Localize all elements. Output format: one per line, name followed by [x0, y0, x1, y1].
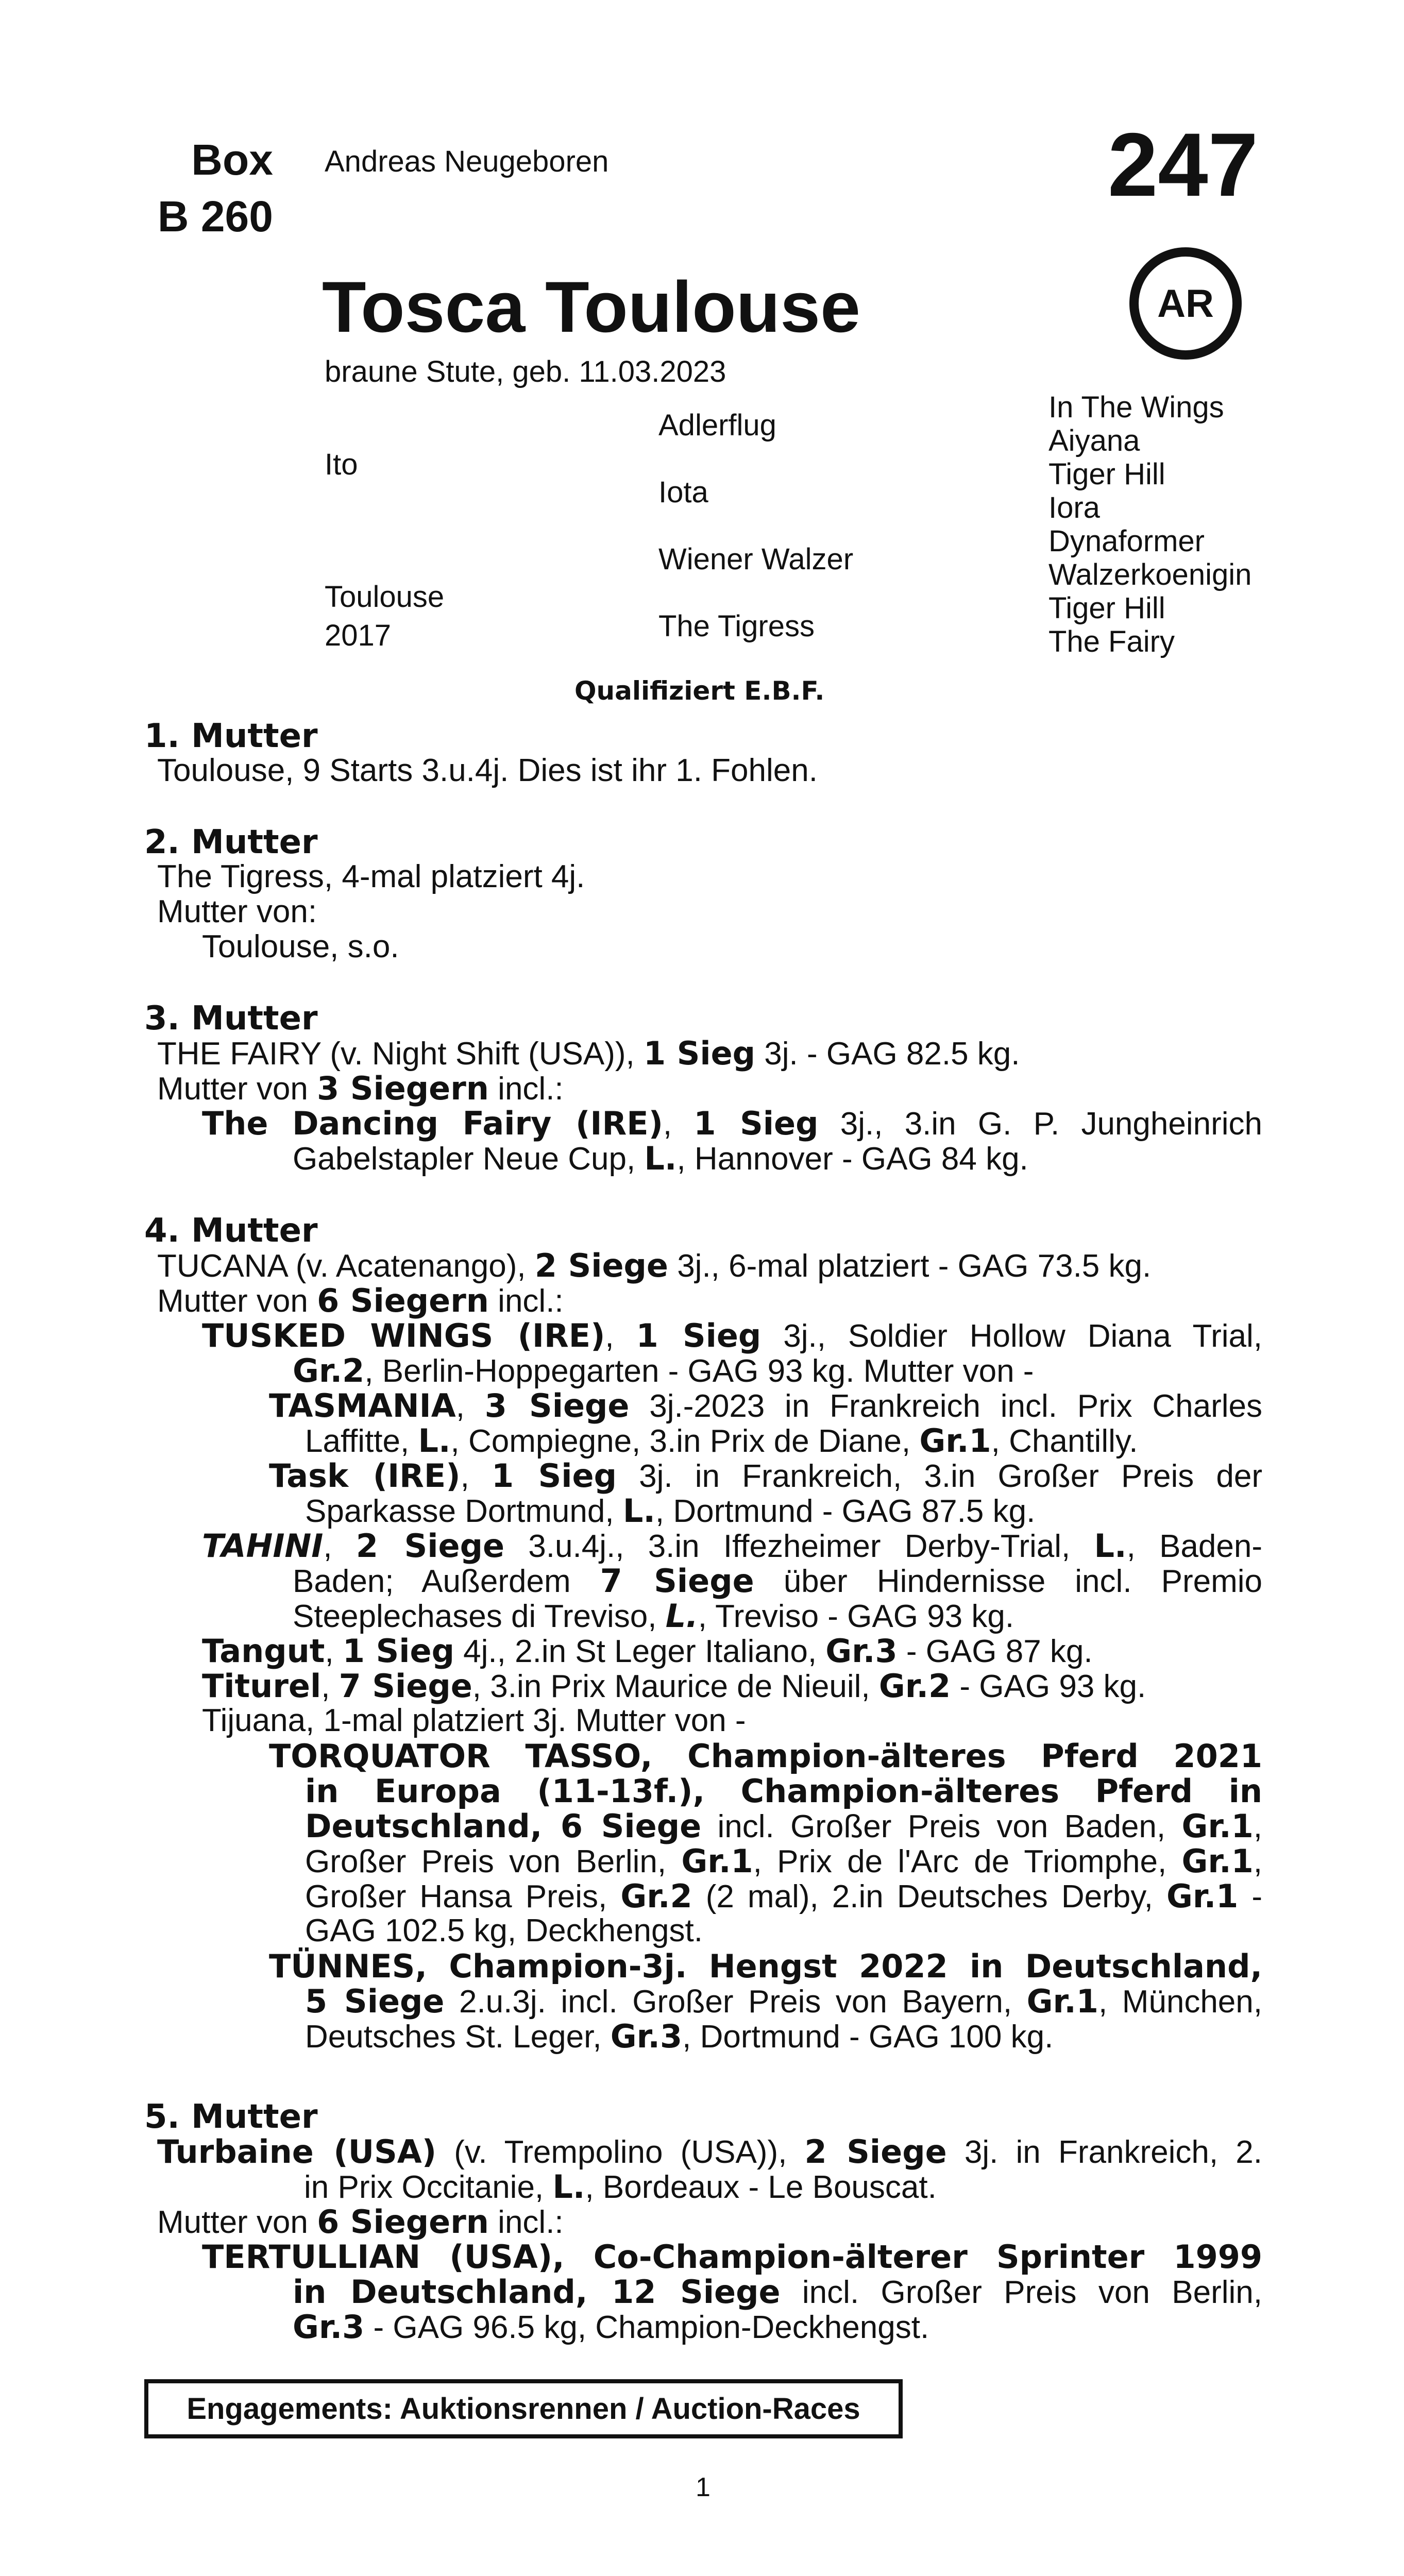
mutter4-line: Steeplechases di Treviso, L., Treviso - GAG 93 kg. [293, 1597, 1014, 1635]
mutter5-line: in Prix Occitanie, L., Bordeaux - Le Bouscat. [304, 2168, 937, 2206]
mutter2-line: Mutter von: [157, 894, 317, 929]
mutter4-line: TORQUATOR TASSO, Champion-älteres Pferd 2021 [269, 1737, 1262, 1775]
pedigree-gen2-item: The Tigress [658, 609, 815, 643]
qualification: Qualifiziert E.B.F. [574, 676, 825, 706]
mutter3-line: The Dancing Fairy (IRE), 1 Sieg 3j., 3.in G. P. Jungheinrich [202, 1105, 1263, 1142]
mutter3-title: 3. Mutter [144, 999, 318, 1038]
mutter5-line: Mutter von 6 Siegern incl.: [157, 2203, 564, 2241]
pedigree-gen2-item: Wiener Walzer [658, 543, 854, 576]
mutter4-line: Tijuana, 1-mal platziert 3j. Mutter von - [202, 1703, 746, 1738]
mutter4-line: Mutter von 6 Siegern incl.: [157, 1282, 564, 1319]
mutter5-line: Gr.3 - GAG 96.5 kg, Champion-Deckhengst. [293, 2308, 929, 2346]
mutter4-line: TAHINI, 2 Siege 3.u.4j., 3.in Iffezheimer Derby-Trial, L., Baden- [202, 1527, 1262, 1565]
mutter5-line: in Deutschland, 12 Siege incl. Großer Preis von Berlin, [293, 2273, 1262, 2311]
mutter4-line: TUSKED WINGS (IRE), 1 Sieg 3j., Soldier Hollow Diana Trial, [202, 1317, 1262, 1354]
mutter4-line: Laffitte, L., Compiegne, 3.in Prix de Diane, Gr.1, Chantilly. [305, 1422, 1138, 1460]
mutter4-line: GAG 102.5 kg, Deckhengst. [305, 1913, 703, 1948]
mutter4-line: Titurel, 7 Siege, 3.in Prix Maurice de Nieuil, Gr.2 - GAG 93 kg. [202, 1667, 1146, 1705]
mutter4-title: 4. Mutter [144, 1212, 318, 1250]
mutter4-line: Deutschland, 6 Siege incl. Großer Preis von Baden, Gr.1, [305, 1807, 1263, 1845]
pedigree-gen3-item: Iora [1048, 491, 1100, 524]
mutter4-line: Task (IRE), 1 Sieg 3j. in Frankreich, 3.in Großer Preis der [269, 1457, 1263, 1495]
mutter2-title: 2. Mutter [144, 823, 318, 861]
mutter4-line: TUCANA (v. Acatenango), 2 Siege 3j., 6-mal platziert - GAG 73.5 kg. [157, 1247, 1152, 1284]
mutter1-title: 1. Mutter [144, 717, 318, 755]
horse-info: braune Stute, geb. 11.03.2023 [325, 355, 726, 388]
mutter5-title: 5. Mutter [144, 2098, 318, 2136]
pedigree-dam: Toulouse [325, 580, 445, 614]
pedigree-gen3-item: In The Wings [1048, 391, 1224, 424]
box-label: Box [191, 135, 273, 184]
mutter4-line: TASMANIA, 3 Siege 3j.-2023 in Frankreich incl. Prix Charles [269, 1387, 1262, 1425]
mutter4-line: in Europa (11-13f.), Champion-älteres Pferd in [305, 1772, 1262, 1810]
mutter3-line: THE FAIRY (v. Night Shift (USA)), 1 Sieg 3j. - GAG 82.5 kg. [157, 1035, 1020, 1072]
engagements-text: Engagements: Auktionsrennen / Auction-Races [187, 2392, 860, 2426]
mutter4-line: Tangut, 1 Sieg 4j., 2.in St Leger Italiano, Gr.3 - GAG 87 kg. [202, 1632, 1093, 1670]
mutter1-text: Toulouse, 9 Starts 3.u.4j. Dies ist ihr 1. Fohlen. [157, 753, 818, 788]
engagements-box [144, 2379, 903, 2438]
mutter4-line: Baden; Außerdem 7 Siege über Hindernisse incl. Premio [293, 1562, 1262, 1600]
mutter4-line: Großer Hansa Preis, Gr.2 (2 mal), 2.in Deutsches Derby, Gr.1 - [305, 1877, 1263, 1915]
mutter4-line: TÜNNES, Champion-3j. Hengst 2022 in Deutschland, [269, 1947, 1262, 1985]
horse-name: Tosca Toulouse [322, 266, 860, 347]
pedigree-gen3-item: Tiger Hill [1048, 457, 1165, 491]
mutter4-line: Deutsches St. Leger, Gr.3, Dortmund - GAG 100 kg. [305, 2018, 1054, 2055]
lot-number: 247 [1108, 115, 1258, 215]
breeder-name: Andreas Neugeboren [325, 145, 609, 178]
mutter3-line: Mutter von 3 Siegern incl.: [157, 1070, 564, 1107]
pedigree-gen3-item: The Fairy [1048, 625, 1175, 658]
mutter4-line: Sparkasse Dortmund, L., Dortmund - GAG 87.5 kg. [305, 1492, 1036, 1530]
mutter2-line: Toulouse, s.o. [202, 929, 399, 964]
pedigree-gen2-item: Adlerflug [658, 409, 776, 442]
ar-badge-text: AR [1157, 281, 1214, 326]
mutter5-line: TERTULLIAN (USA), Co-Champion-älterer Sprinter 1999 [202, 2238, 1262, 2276]
pedigree-gen3-item: Aiyana [1048, 424, 1140, 457]
ar-badge [1129, 247, 1242, 360]
mutter3-line: Gabelstapler Neue Cup, L., Hannover - GAG 84 kg. [293, 1140, 1028, 1177]
pedigree-gen3-item: Walzerkoenigin [1048, 558, 1252, 591]
pedigree-gen2-item: Iota [658, 476, 708, 509]
mutter4-line: 5 Siege 2.u.3j. incl. Großer Preis von Bayern, Gr.1, München, [305, 1982, 1262, 2020]
box-number: B 260 [157, 192, 273, 241]
page-number: 1 [696, 2472, 711, 2502]
mutter2-line: The Tigress, 4-mal platziert 4j. [157, 859, 585, 894]
pedigree-gen3-item: Dynaformer [1048, 524, 1205, 558]
mutter4-line: Großer Preis von Berlin, Gr.1, Prix de l'Arc de Triomphe, Gr.1, [305, 1842, 1262, 1880]
pedigree-dam-year: 2017 [325, 619, 392, 652]
mutter4-line: Gr.2, Berlin-Hoppegarten - GAG 93 kg. Mutter von - [293, 1352, 1034, 1389]
pedigree-gen3-item: Tiger Hill [1048, 591, 1165, 625]
pedigree-sire: Ito [325, 448, 358, 481]
mutter5-line: Turbaine (USA) (v. Trempolino (USA)), 2 Siege 3j. in Frankreich, 2. [157, 2133, 1262, 2171]
